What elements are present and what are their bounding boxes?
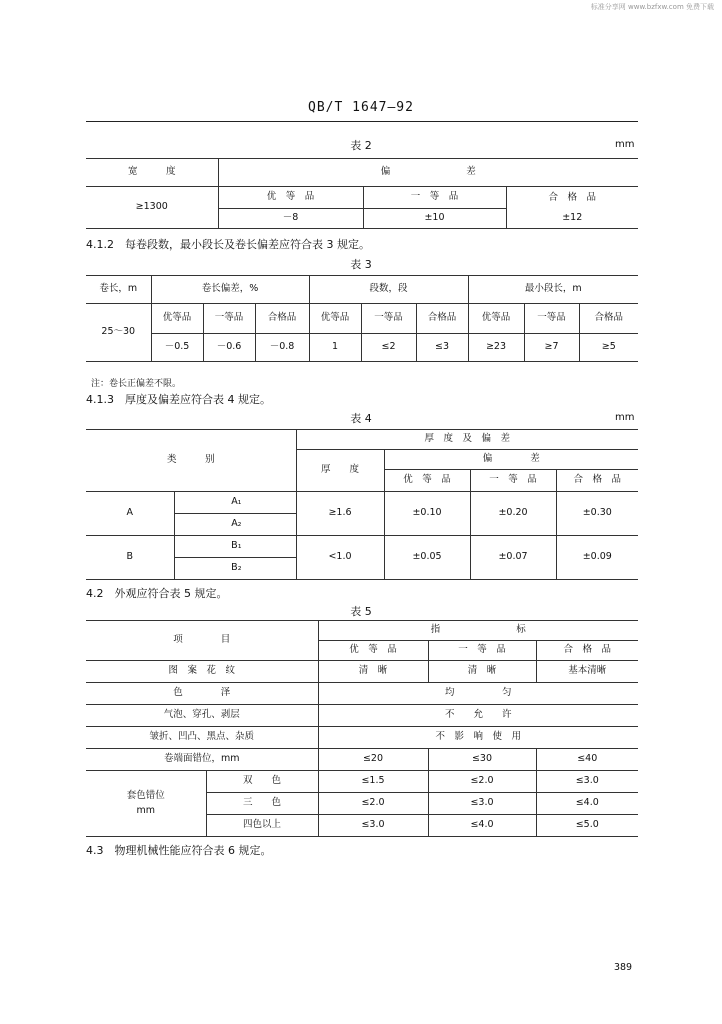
table4-category-a: A <box>86 492 174 536</box>
table5-cell: ≤5.0 <box>536 815 638 837</box>
table3-note: 注：卷长正偏差不限。 <box>91 379 182 389</box>
table3-grade: 合格品 <box>255 304 309 334</box>
table5-row-pattern: 图 案 花 纹 <box>86 661 318 683</box>
table4-thickness-a: ≥1.6 <box>296 492 384 536</box>
table5-cell: ≤2.0 <box>318 793 428 815</box>
table4-thickness-b: <1.0 <box>296 536 384 580</box>
watermark: 标准分享网 www.bzfxw.com 免费下载 <box>590 3 714 11</box>
table3-grade: 优等品 <box>309 304 361 334</box>
table5-caption: 表 5 <box>350 605 372 618</box>
table3-cell: ≥7 <box>524 334 579 362</box>
table3-cell: ≥23 <box>468 334 524 362</box>
table3-cell: －0.8 <box>255 334 309 362</box>
table4-sub-b2: B₂ <box>174 558 296 580</box>
table3-row-label: 25～30 <box>86 304 151 362</box>
page-number: 389 <box>613 962 632 973</box>
table4-grade-1: 优 等 品 <box>384 470 470 492</box>
table5-grade-3: 合 格 品 <box>536 641 638 661</box>
table2-value-2: ±10 <box>363 209 506 229</box>
table5-cell: 均 匀 <box>318 683 638 705</box>
table3-cell: ≤2 <box>361 334 416 362</box>
table3-cell: －0.5 <box>151 334 203 362</box>
clause-4-2: 4.2 外观应符合表 5 规定。 <box>86 587 228 600</box>
table5-cell: 不 允 许 <box>318 705 638 727</box>
table3-grade: 一等品 <box>203 304 255 334</box>
table4-b-grade-1: ±0.05 <box>384 536 470 580</box>
table5-grade-1: 优 等 品 <box>318 641 428 661</box>
table3-grade: 一等品 <box>524 304 579 334</box>
table5-overprint-label: 套色错位 <box>126 790 165 802</box>
clause-4-3: 4.3 物理机械性能应符合表 6 规定。 <box>86 844 272 857</box>
table3-grade: 优等品 <box>468 304 524 334</box>
table2-grade-1: 优 等 品 <box>218 187 363 209</box>
table4-unit: mm <box>615 412 635 423</box>
table3-grade: 合格品 <box>579 304 638 334</box>
table5-cell: ≤3.0 <box>428 793 536 815</box>
table2-value-1: －8 <box>218 209 363 229</box>
table2-deviation-header: 偏 差 <box>218 159 638 187</box>
table-5 <box>86 620 638 837</box>
table3-segments-header: 段数，段 <box>309 276 468 304</box>
table5-cell: 清 晰 <box>318 661 428 683</box>
clause-4-1-3: 4.1.3 厚度及偏差应符合表 4 规定。 <box>86 393 271 406</box>
table-2 <box>86 158 638 229</box>
table2-value-3: ±12 <box>506 209 638 229</box>
table-3 <box>86 275 638 362</box>
clause-4-1-2: 4.1.2 每卷段数，最小段长及卷长偏差应符合表 3 规定。 <box>86 238 370 251</box>
table4-b-grade-2: ±0.07 <box>470 536 556 580</box>
table4-sub-b1: B₁ <box>174 536 296 558</box>
table5-cell: ≤3.0 <box>318 815 428 837</box>
table3-caption: 表 3 <box>350 258 372 271</box>
table4-caption: 表 4 <box>350 412 372 425</box>
standard-code: QB/T 1647—92 <box>308 100 414 115</box>
table5-overprint-unit: mm <box>136 804 155 816</box>
table5-index-header: 指 标 <box>318 621 638 641</box>
table3-cell: ≥5 <box>579 334 638 362</box>
table3-length-dev-header: 卷长偏差，% <box>151 276 309 304</box>
table-4 <box>86 429 638 580</box>
table5-row-overprint <box>86 771 206 837</box>
header-rule <box>86 121 638 122</box>
table5-row-face: 卷端面错位，mm <box>86 749 318 771</box>
table3-cell: ≤3 <box>416 334 468 362</box>
table5-sub-label: 四色以上 <box>206 815 318 837</box>
table2-grade-2: 一 等 品 <box>363 187 506 209</box>
table4-category-header: 类 别 <box>86 430 296 492</box>
table5-row-color: 色 泽 <box>86 683 318 705</box>
table3-length-header: 卷长，m <box>86 276 151 304</box>
table5-sub-label: 三 色 <box>206 793 318 815</box>
table5-cell: ≤1.5 <box>318 771 428 793</box>
table3-cell: 1 <box>309 334 361 362</box>
table4-sub-a2: A₂ <box>174 514 296 536</box>
table4-grade-3: 合 格 品 <box>556 470 638 492</box>
table3-grade: 合格品 <box>416 304 468 334</box>
table5-cell: ≤4.0 <box>428 815 536 837</box>
table5-sub-label: 双 色 <box>206 771 318 793</box>
table4-thick-dev-header: 厚 度 及 偏 差 <box>296 430 638 450</box>
table5-cell: 清 晰 <box>428 661 536 683</box>
table2-grade-3: 合 格 品 <box>506 187 638 209</box>
table3-grade: 一等品 <box>361 304 416 334</box>
table5-row-fold: 皱折、凹凸、黑点、杂质 <box>86 727 318 749</box>
table4-sub-a1: A₁ <box>174 492 296 514</box>
table5-cell: ≤40 <box>536 749 638 771</box>
table4-grade-2: 一 等 品 <box>470 470 556 492</box>
table5-cell: ≤4.0 <box>536 793 638 815</box>
table4-category-b: B <box>86 536 174 580</box>
table3-grade: 优等品 <box>151 304 203 334</box>
table5-cell: ≤2.0 <box>428 771 536 793</box>
table5-item-header: 项 目 <box>86 621 318 661</box>
table4-deviation-header: 偏 差 <box>384 450 638 470</box>
table2-caption: 表 2 <box>350 139 372 152</box>
table5-grade-2: 一 等 品 <box>428 641 536 661</box>
table5-cell: ≤30 <box>428 749 536 771</box>
table5-cell: 基本清晰 <box>536 661 638 683</box>
table4-a-grade-3: ±0.30 <box>556 492 638 536</box>
table4-b-grade-3: ±0.09 <box>556 536 638 580</box>
table5-cell: ≤3.0 <box>536 771 638 793</box>
table5-cell: 不 影 响 使 用 <box>318 727 638 749</box>
table4-thickness-header: 厚 度 <box>296 450 384 492</box>
table2-width-header: 宽 度 <box>86 159 218 187</box>
table3-cell: －0.6 <box>203 334 255 362</box>
table5-row-bubble: 气泡、穿孔、剥层 <box>86 705 318 727</box>
table4-a-grade-1: ±0.10 <box>384 492 470 536</box>
table5-cell: ≤20 <box>318 749 428 771</box>
table2-unit: mm <box>615 139 635 150</box>
table2-width-value: ≥1300 <box>86 187 218 229</box>
table3-min-seg-header: 最小段长，m <box>468 276 638 304</box>
table4-a-grade-2: ±0.20 <box>470 492 556 536</box>
